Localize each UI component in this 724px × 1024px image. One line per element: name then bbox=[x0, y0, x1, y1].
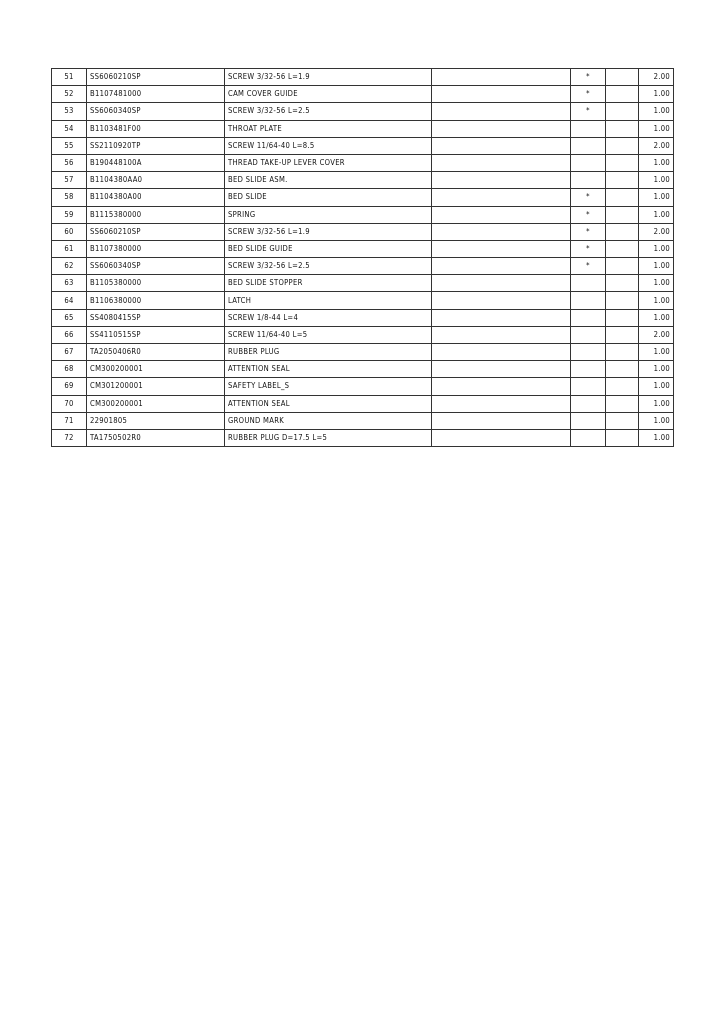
mark-cell: * bbox=[571, 103, 606, 120]
remarks-cell bbox=[432, 344, 571, 361]
table-row bbox=[52, 223, 674, 240]
part-number-cell: B1104380AA0 bbox=[87, 172, 225, 189]
item-number-cell: 55 bbox=[52, 137, 87, 154]
blank-cell bbox=[606, 69, 639, 86]
remarks-cell bbox=[432, 412, 571, 429]
description-cell: SCREW 11/64-40 L=5 bbox=[225, 326, 432, 343]
quantity-cell: 2.00 bbox=[639, 137, 674, 154]
blank-cell bbox=[606, 292, 639, 309]
table-row bbox=[52, 172, 674, 189]
mark-cell bbox=[571, 309, 606, 326]
part-number-cell: B1107380000 bbox=[87, 240, 225, 257]
blank-cell bbox=[606, 206, 639, 223]
item-number-cell: 69 bbox=[52, 378, 87, 395]
item-number-cell: 67 bbox=[52, 344, 87, 361]
mark-cell bbox=[571, 326, 606, 343]
remarks-cell bbox=[432, 137, 571, 154]
quantity-cell: 2.00 bbox=[639, 223, 674, 240]
table-row bbox=[52, 103, 674, 120]
quantity-cell: 1.00 bbox=[639, 240, 674, 257]
description-cell: LATCH bbox=[225, 292, 432, 309]
description-cell: SCREW 3/32-56 L=2.5 bbox=[225, 258, 432, 275]
quantity-cell: 1.00 bbox=[639, 429, 674, 446]
remarks-cell bbox=[432, 103, 571, 120]
item-number-cell: 52 bbox=[52, 86, 87, 103]
table-row bbox=[52, 137, 674, 154]
description-cell: BED SLIDE GUIDE bbox=[225, 240, 432, 257]
blank-cell bbox=[606, 429, 639, 446]
blank-cell bbox=[606, 172, 639, 189]
item-number-cell: 57 bbox=[52, 172, 87, 189]
remarks-cell bbox=[432, 189, 571, 206]
part-number-cell: B1115380000 bbox=[87, 206, 225, 223]
description-cell: CAM COVER GUIDE bbox=[225, 86, 432, 103]
blank-cell bbox=[606, 309, 639, 326]
mark-cell bbox=[571, 378, 606, 395]
quantity-cell: 2.00 bbox=[639, 69, 674, 86]
quantity-cell: 1.00 bbox=[639, 309, 674, 326]
blank-cell bbox=[606, 344, 639, 361]
table-row bbox=[52, 69, 674, 86]
blank-cell bbox=[606, 395, 639, 412]
blank-cell bbox=[606, 189, 639, 206]
part-number-cell: SS6060210SP bbox=[87, 223, 225, 240]
table-row bbox=[52, 206, 674, 223]
quantity-cell: 1.00 bbox=[639, 258, 674, 275]
description-cell: THROAT PLATE bbox=[225, 120, 432, 137]
item-number-cell: 54 bbox=[52, 120, 87, 137]
mark-cell bbox=[571, 137, 606, 154]
item-number-cell: 61 bbox=[52, 240, 87, 257]
item-number-cell: 56 bbox=[52, 154, 87, 171]
quantity-cell: 2.00 bbox=[639, 326, 674, 343]
blank-cell bbox=[606, 120, 639, 137]
part-number-cell: SS6060340SP bbox=[87, 103, 225, 120]
mark-cell: * bbox=[571, 189, 606, 206]
item-number-cell: 65 bbox=[52, 309, 87, 326]
remarks-cell bbox=[432, 395, 571, 412]
mark-cell bbox=[571, 412, 606, 429]
mark-cell bbox=[571, 344, 606, 361]
part-number-cell: 22901805 bbox=[87, 412, 225, 429]
mark-cell bbox=[571, 120, 606, 137]
mark-cell: * bbox=[571, 223, 606, 240]
blank-cell bbox=[606, 103, 639, 120]
table-row bbox=[52, 86, 674, 103]
description-cell: SCREW 3/32-56 L=1.9 bbox=[225, 223, 432, 240]
remarks-cell bbox=[432, 154, 571, 171]
description-cell: SCREW 3/32-56 L=1.9 bbox=[225, 69, 432, 86]
remarks-cell bbox=[432, 429, 571, 446]
part-number-cell: TA1750502R0 bbox=[87, 429, 225, 446]
item-number-cell: 62 bbox=[52, 258, 87, 275]
table-row bbox=[52, 240, 674, 257]
part-number-cell: CM300200001 bbox=[87, 395, 225, 412]
description-cell: BED SLIDE ASM. bbox=[225, 172, 432, 189]
description-cell: RUBBER PLUG bbox=[225, 344, 432, 361]
quantity-cell: 1.00 bbox=[639, 172, 674, 189]
mark-cell: * bbox=[571, 206, 606, 223]
remarks-cell bbox=[432, 223, 571, 240]
remarks-cell bbox=[432, 309, 571, 326]
part-number-cell: TA2050406R0 bbox=[87, 344, 225, 361]
table-row bbox=[52, 344, 674, 361]
remarks-cell bbox=[432, 275, 571, 292]
mark-cell bbox=[571, 154, 606, 171]
item-number-cell: 59 bbox=[52, 206, 87, 223]
quantity-cell: 1.00 bbox=[639, 189, 674, 206]
item-number-cell: 53 bbox=[52, 103, 87, 120]
quantity-cell: 1.00 bbox=[639, 412, 674, 429]
mark-cell bbox=[571, 361, 606, 378]
quantity-cell: 1.00 bbox=[639, 206, 674, 223]
remarks-cell bbox=[432, 172, 571, 189]
part-number-cell: SS6060210SP bbox=[87, 69, 225, 86]
table-row bbox=[52, 412, 674, 429]
part-number-cell: B1104380A00 bbox=[87, 189, 225, 206]
quantity-cell: 1.00 bbox=[639, 292, 674, 309]
description-cell: RUBBER PLUG D=17.5 L=5 bbox=[225, 429, 432, 446]
description-cell: SCREW 11/64-40 L=8.5 bbox=[225, 137, 432, 154]
item-number-cell: 58 bbox=[52, 189, 87, 206]
mark-cell: * bbox=[571, 69, 606, 86]
remarks-cell bbox=[432, 378, 571, 395]
part-number-cell: CM300200001 bbox=[87, 361, 225, 378]
part-number-cell: SS6060340SP bbox=[87, 258, 225, 275]
quantity-cell: 1.00 bbox=[639, 395, 674, 412]
description-cell: SCREW 3/32-56 L=2.5 bbox=[225, 103, 432, 120]
table-row bbox=[52, 189, 674, 206]
table-row bbox=[52, 258, 674, 275]
item-number-cell: 63 bbox=[52, 275, 87, 292]
mark-cell bbox=[571, 292, 606, 309]
part-number-cell: SS4080415SP bbox=[87, 309, 225, 326]
mark-cell: * bbox=[571, 258, 606, 275]
table-row bbox=[52, 361, 674, 378]
quantity-cell: 1.00 bbox=[639, 103, 674, 120]
description-cell: SAFETY LABEL_S bbox=[225, 378, 432, 395]
description-cell: ATTENTION SEAL bbox=[225, 361, 432, 378]
remarks-cell bbox=[432, 120, 571, 137]
mark-cell bbox=[571, 172, 606, 189]
table-row bbox=[52, 309, 674, 326]
remarks-cell bbox=[432, 326, 571, 343]
part-number-cell: SS4110515SP bbox=[87, 326, 225, 343]
blank-cell bbox=[606, 326, 639, 343]
description-cell: GROUND MARK bbox=[225, 412, 432, 429]
part-number-cell: B1103481F00 bbox=[87, 120, 225, 137]
table-row bbox=[52, 292, 674, 309]
blank-cell bbox=[606, 412, 639, 429]
item-number-cell: 71 bbox=[52, 412, 87, 429]
parts-table-body bbox=[52, 69, 674, 447]
item-number-cell: 68 bbox=[52, 361, 87, 378]
description-cell: BED SLIDE STOPPER bbox=[225, 275, 432, 292]
part-number-cell: B190448100A bbox=[87, 154, 225, 171]
part-number-cell: SS2110920TP bbox=[87, 137, 225, 154]
remarks-cell bbox=[432, 361, 571, 378]
part-number-cell: B1105380000 bbox=[87, 275, 225, 292]
item-number-cell: 60 bbox=[52, 223, 87, 240]
blank-cell bbox=[606, 137, 639, 154]
mark-cell bbox=[571, 275, 606, 292]
quantity-cell: 1.00 bbox=[639, 154, 674, 171]
blank-cell bbox=[606, 240, 639, 257]
mark-cell: * bbox=[571, 86, 606, 103]
blank-cell bbox=[606, 275, 639, 292]
description-cell: ATTENTION SEAL bbox=[225, 395, 432, 412]
table-row bbox=[52, 154, 674, 171]
quantity-cell: 1.00 bbox=[639, 120, 674, 137]
table-row bbox=[52, 378, 674, 395]
item-number-cell: 72 bbox=[52, 429, 87, 446]
mark-cell bbox=[571, 395, 606, 412]
blank-cell bbox=[606, 223, 639, 240]
description-cell: SCREW 1/8-44 L=4 bbox=[225, 309, 432, 326]
part-number-cell: CM301200001 bbox=[87, 378, 225, 395]
part-number-cell: B1107481000 bbox=[87, 86, 225, 103]
blank-cell bbox=[606, 378, 639, 395]
remarks-cell bbox=[432, 69, 571, 86]
quantity-cell: 1.00 bbox=[639, 361, 674, 378]
description-cell: BED SLIDE bbox=[225, 189, 432, 206]
blank-cell bbox=[606, 258, 639, 275]
blank-cell bbox=[606, 86, 639, 103]
item-number-cell: 70 bbox=[52, 395, 87, 412]
mark-cell bbox=[571, 429, 606, 446]
remarks-cell bbox=[432, 206, 571, 223]
remarks-cell bbox=[432, 258, 571, 275]
parts-list-table bbox=[51, 68, 674, 447]
mark-cell: * bbox=[571, 240, 606, 257]
remarks-cell bbox=[432, 240, 571, 257]
remarks-cell bbox=[432, 292, 571, 309]
quantity-cell: 1.00 bbox=[639, 344, 674, 361]
quantity-cell: 1.00 bbox=[639, 86, 674, 103]
table-row bbox=[52, 275, 674, 292]
part-number-cell: B1106380000 bbox=[87, 292, 225, 309]
table-row bbox=[52, 120, 674, 137]
table-row bbox=[52, 395, 674, 412]
blank-cell bbox=[606, 154, 639, 171]
item-number-cell: 51 bbox=[52, 69, 87, 86]
quantity-cell: 1.00 bbox=[639, 275, 674, 292]
quantity-cell: 1.00 bbox=[639, 378, 674, 395]
item-number-cell: 64 bbox=[52, 292, 87, 309]
blank-cell bbox=[606, 361, 639, 378]
table-row bbox=[52, 326, 674, 343]
table-row bbox=[52, 429, 674, 446]
description-cell: THREAD TAKE-UP LEVER COVER bbox=[225, 154, 432, 171]
remarks-cell bbox=[432, 86, 571, 103]
item-number-cell: 66 bbox=[52, 326, 87, 343]
description-cell: SPRING bbox=[225, 206, 432, 223]
